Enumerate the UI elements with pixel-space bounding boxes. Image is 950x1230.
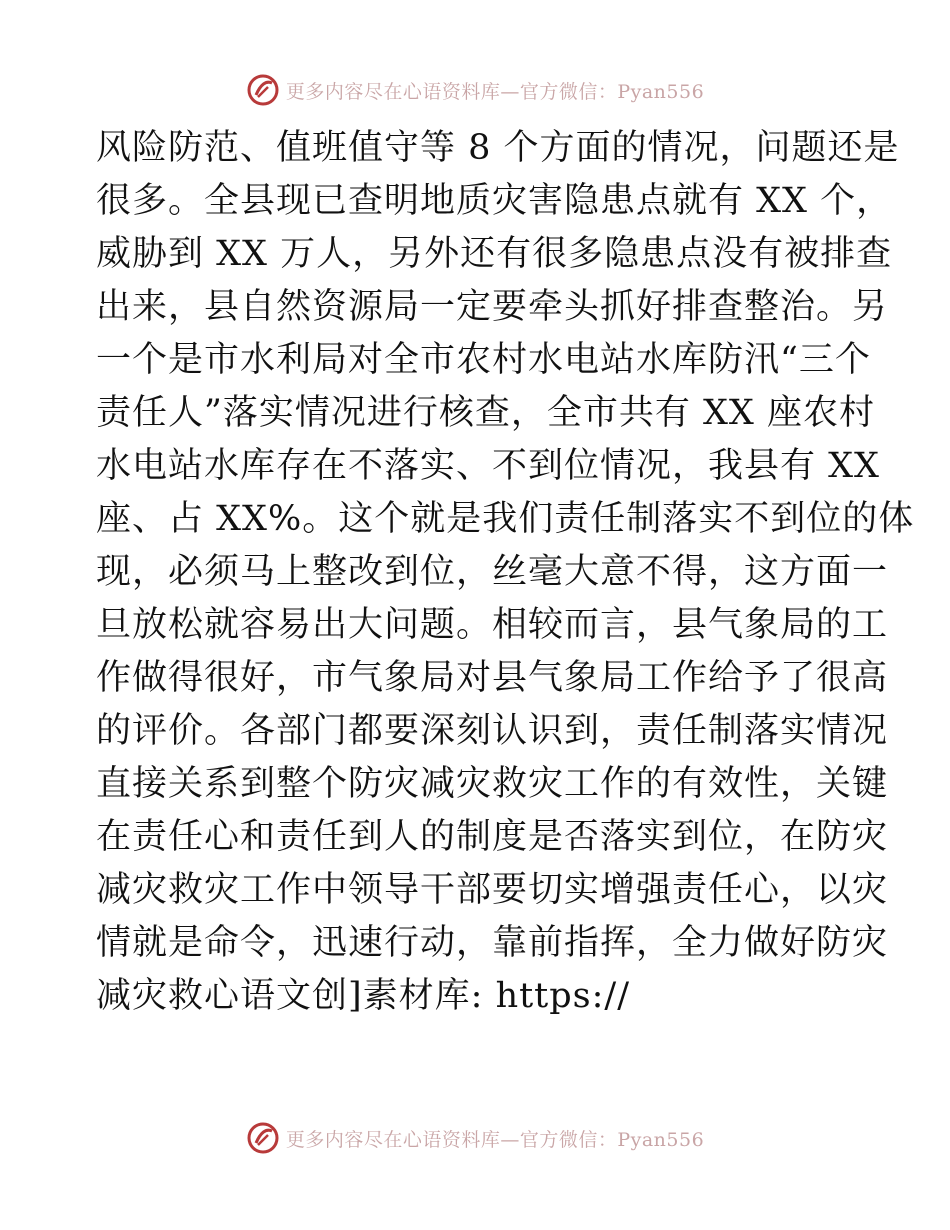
- body-line: 作做得很好，市气象局对县气象局工作给予了很高: [96, 658, 889, 698]
- body-line: 减灾救灾工作中领导干部要切实增强责任心，以灾: [96, 870, 889, 910]
- footer-banner-text: 更多内容尽在心语资料库—官方微信：Pyan556: [285, 1128, 705, 1151]
- body-line: 在责任心和责任到人的制度是否落实到位，在防灾: [96, 817, 889, 857]
- body-line: 水电站水库存在不落实、不到位情况，我县有 XX: [96, 446, 880, 486]
- brand-logo-icon: [246, 73, 280, 107]
- header-banner: [0, 70, 950, 110]
- document-body: [96, 122, 915, 1023]
- body-line: 很多。全县现已查明地质灾害隐患点就有 XX 个，: [96, 181, 893, 221]
- body-line: 一个是市水利局对全市农村水电站水库防汛“三个: [96, 340, 871, 380]
- body-line: 威胁到 XX 万人，另外还有很多隐患点没有被排查: [96, 234, 893, 274]
- body-line: 责任人”落实情况进行核查，全市共有 XX 座农村: [96, 393, 875, 433]
- body-line: 的评价。各部门都要深刻认识到，责任制落实情况: [96, 711, 889, 751]
- body-line: 风险防范、值班值守等 8 个方面的情况，问题还是: [96, 128, 900, 168]
- footer-banner: [0, 1118, 950, 1158]
- body-line: 出来，县自然资源局一定要牵头抓好排查整治。另: [96, 287, 889, 327]
- brand-logo-icon: [246, 1121, 280, 1155]
- body-line: 旦放松就容易出大问题。相较而言，县气象局的工: [96, 605, 889, 645]
- body-line: 现，必须马上整改到位，丝毫大意不得，这方面一: [96, 552, 889, 592]
- body-line: 情就是命令，迅速行动，靠前指挥，全力做好防灾: [96, 923, 889, 963]
- header-banner-text: 更多内容尽在心语资料库—官方微信：Pyan556: [285, 80, 705, 103]
- body-line: 座、占 XX%。这个就是我们责任制落实不到位的体: [96, 499, 915, 539]
- body-line: 减灾救心语文创]素材库: https://: [96, 976, 630, 1016]
- body-line: 直接关系到整个防灾减灾救灾工作的有效性，关键: [96, 764, 889, 804]
